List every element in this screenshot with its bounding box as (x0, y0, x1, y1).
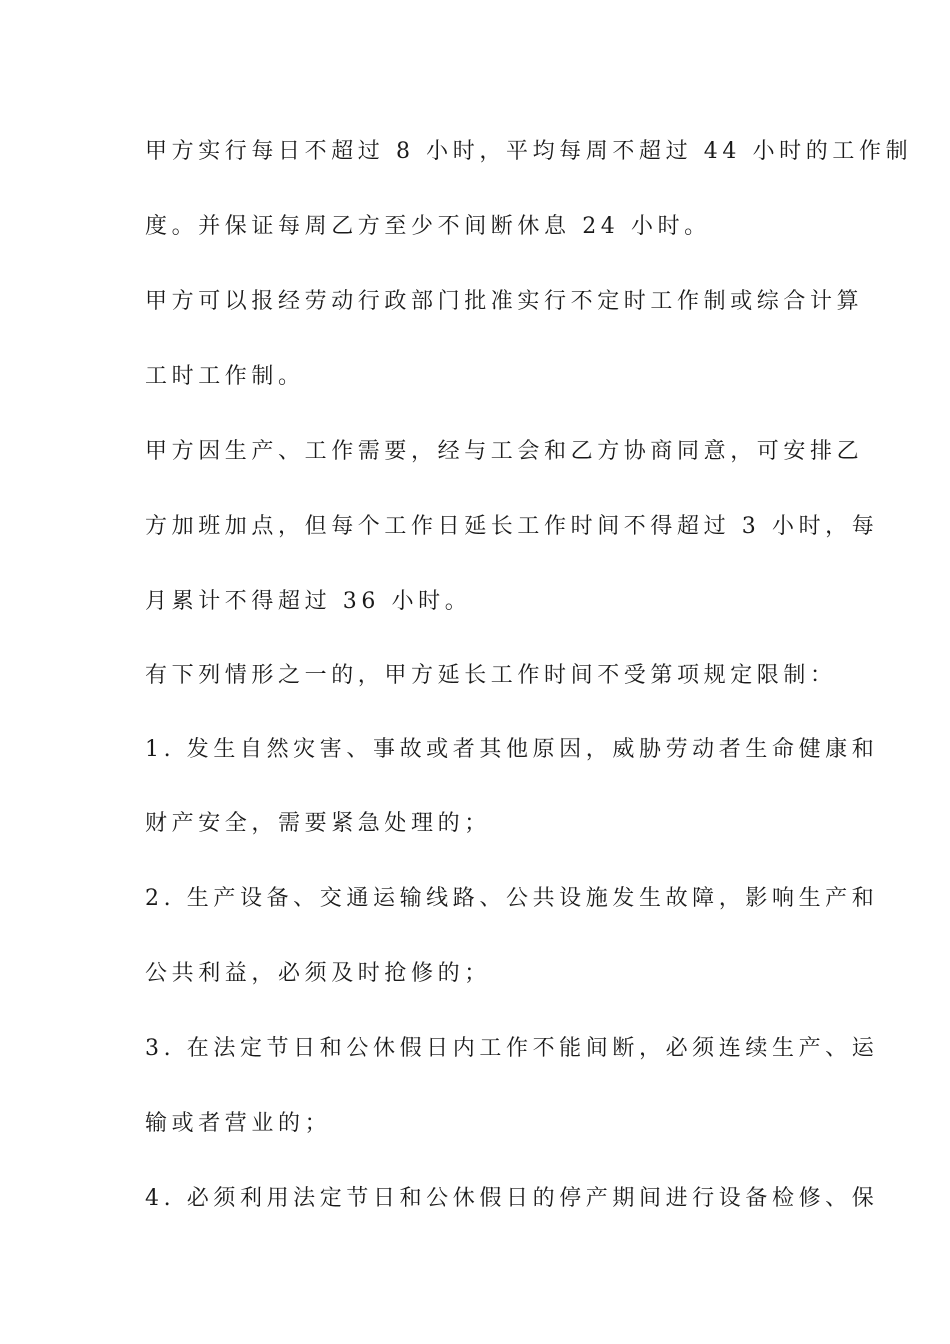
paragraph-line-5: 甲方因生产、工作需要，经与工会和乙方协商同意，可安排乙 (145, 439, 864, 464)
paragraph-line-1: 甲方实行每日不超过 8 小时，平均每周不超过 44 小时的工作制 (145, 139, 913, 164)
list-item-2-line-1: 2. 生产设备、交通运输线路、公共设施发生故障，影响生产和 (145, 886, 879, 911)
paragraph-line-3: 甲方可以报经劳动行政部门批准实行不定时工作制或综合计算 (145, 289, 864, 314)
list-item-1-line-2: 财产安全，需要紧急处理的； (145, 811, 491, 836)
list-item-1-line-1: 1. 发生自然灾害、事故或者其他原因，威胁劳动者生命健康和 (145, 737, 879, 762)
list-item-4-line-1: 4. 必须利用法定节日和公休假日的停产期间进行设备检修、保 (145, 1186, 879, 1211)
list-item-2-line-2: 公共利益，必须及时抢修的； (145, 961, 491, 986)
paragraph-line-6: 方加班加点，但每个工作日延长工作时间不得超过 3 小时，每 (145, 514, 879, 539)
list-item-3-line-1: 3. 在法定节日和公休假日内工作不能间断，必须连续生产、运 (145, 1036, 879, 1061)
paragraph-line-4: 工时工作制。 (145, 364, 305, 389)
paragraph-line-2: 度。并保证每周乙方至少不间断休息 24 小时。 (145, 214, 711, 239)
list-item-3-line-2: 输或者营业的； (145, 1111, 332, 1136)
paragraph-line-7: 月累计不得超过 36 小时。 (145, 589, 472, 614)
paragraph-line-8: 有下列情形之一的，甲方延长工作时间不受第项规定限制： (145, 663, 837, 688)
